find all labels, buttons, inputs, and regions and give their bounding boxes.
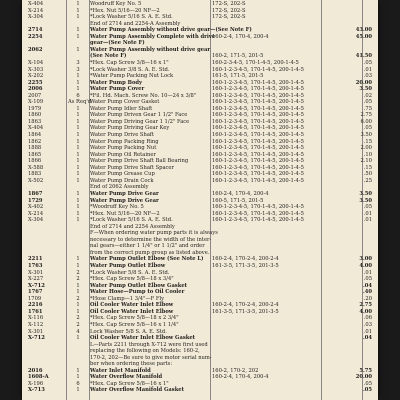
description: *Hex. Cap Screw 5/8—18 x 3/4" (90, 276, 174, 283)
part-number: X-104 (28, 59, 44, 66)
application-models: 160-1-2-3-4-5, 170-1-4-5, 200-1-4-5 (212, 105, 304, 112)
part-number: 1767 (28, 289, 43, 296)
quantity: 1 (76, 387, 80, 394)
description: Water Pump Outlet Elbow (90, 263, 166, 269)
part-number: X-304 (28, 14, 44, 21)
application-models: 160-1-2-3-4-5, 170-1-4-5, 200-1-4-5 (212, 177, 304, 184)
quantity: 1 (76, 112, 80, 119)
quantity: 1 (76, 79, 80, 86)
application-models: 160-1-2-3-4-5, 170-1-4-5, 200-1-4-5 (212, 171, 304, 178)
price: .15 (363, 164, 372, 171)
quantity: 1 (76, 197, 80, 204)
quantity: 6 (76, 380, 80, 387)
application-models: 160-1-2-3-4-5, 170-1-4-5, 200-1-4-5 (212, 79, 304, 86)
price: .03 (363, 73, 372, 80)
quantity: 1 (76, 210, 80, 217)
description: (See Note F) (90, 53, 127, 60)
price: .25 (363, 177, 372, 184)
part-number: X-301 (28, 269, 44, 276)
description: Water Overflow Manifold Gasket (90, 387, 184, 394)
price: .03 (363, 321, 372, 328)
application-models: 160-1-2-3-4-5, 170-1-4-5, 200-1-4-5 (212, 92, 304, 99)
quantity: 1 (76, 14, 80, 21)
part-number: X-227 (28, 276, 44, 283)
application-models: 160-2-4, 170-2-4, 200-2-4 (212, 302, 279, 309)
application-models: 160-1-2-3-4-5, 170-1-4-5, 200-1-4-5 (212, 138, 304, 145)
part-number: X-713 (28, 387, 45, 394)
description: Water Pump Driven Gear 1 1/2" Face (90, 112, 188, 119)
quantity: 1 (76, 302, 80, 309)
description: *Lock Washer 5/8 S. A. E. Std. (90, 269, 170, 276)
description: Lock Washer 5/8 S. A. E. Std. (90, 328, 167, 335)
price: .01 (363, 328, 372, 335)
part-number: 1863 (28, 118, 42, 125)
application-models: 160-2, 170-2, 202 (212, 367, 259, 374)
description: Oil Cooler Water Inlet Elbow (90, 302, 174, 309)
quantity: 1 (76, 217, 80, 224)
quantity: 2 (76, 269, 80, 276)
quantity: 1 (76, 190, 80, 197)
description: Water Pump Outlet Elbow (See Note L) (90, 256, 204, 263)
price: 2.00 (360, 145, 372, 152)
description: *Hex. Nut 5/16—20 NF—2 (90, 7, 160, 14)
price: 3.50 (359, 197, 372, 204)
price: 4.00 (359, 308, 372, 315)
price: .01 (363, 217, 372, 224)
price: .15 (363, 138, 372, 145)
description: Water Pump Drive Shaft (90, 132, 154, 138)
part-number: 2216 (28, 302, 43, 309)
description: from the correct pump group as listed above. (90, 249, 210, 256)
price: 3.50 (359, 86, 372, 93)
part-number: 2062 (28, 46, 43, 53)
description: Oil Cooler Water Inlet Elbow Gasket (90, 335, 196, 342)
quantity: As Req'd (68, 99, 92, 106)
application-models: 160-1-2-3-4-5, 170-1-4-5, 200-1-4-5 (212, 217, 304, 224)
application-models: 160-2-3-4-5, 170-1-4-5, 200-1-4-5 (212, 59, 299, 66)
quantity: 1 (76, 33, 80, 40)
description: Water Overflow Manifold (90, 374, 163, 381)
description: *Fil. Hd. Mach. Screw No. 10—24 x 3/8" (90, 92, 197, 99)
application-models: 172-S, 202-S (212, 7, 246, 14)
quantity: 1 (76, 374, 80, 381)
application-models: 161-5, 171-5, 201-5 (212, 73, 264, 80)
application-models: 160-1-2-3-4-5, 170-1-4-5, 200-1-4-5 (212, 145, 304, 152)
part-number: X-402 (28, 204, 44, 211)
application-models: 160-1-2-3-4-5, 170-1-4-5, 200-1-4-5 (212, 158, 304, 165)
part-number: 1979 (28, 105, 42, 112)
quantity: 1 (76, 367, 80, 374)
price: 2.75 (359, 302, 372, 309)
description: Water Pump Assembly Complete with drive (90, 33, 216, 40)
quantity: 1 (76, 308, 80, 315)
price: 4.00 (359, 263, 372, 269)
description: *Hex. Nut 5/16—20 NF—2 (90, 210, 160, 217)
part-number: X-301 (28, 328, 44, 335)
application-models: 160-1-2-3-4-5, 170-1-4-5, 200-1-4-5 (212, 132, 304, 138)
description: F—When ordering water pump parts it is always (90, 230, 218, 237)
price: .05 (363, 59, 372, 66)
application-models: 160-1-2-3-4-5, 170-1-4-5, 200-1-4-5 (212, 210, 304, 217)
quantity: 3 (76, 66, 80, 73)
application-models: 160-1-2-3-4-5, 170-1-4-5, 200-1-4-5 (212, 164, 304, 171)
quantity: 1 (76, 7, 80, 14)
price: .05 (363, 125, 372, 132)
application-models: 160-1-2-3-4-5, 170-1-4-5, 200-1-4-5 (212, 204, 304, 211)
quantity: 1 (76, 138, 80, 145)
part-number: 1761 (28, 308, 43, 315)
price: .04 (362, 282, 372, 289)
description: Water Pump Drive Gear (90, 190, 159, 197)
quantity: 1 (76, 177, 80, 184)
application-models: 160-1-2-3-4-5, 170-1-4-5, 200-1-4-5 (212, 151, 304, 158)
part-number: X-116 (28, 315, 44, 322)
price: .75 (363, 105, 372, 112)
quantity: 1 (76, 27, 80, 34)
price: 6.00 (360, 118, 372, 125)
price: 3.50 (359, 190, 372, 197)
part-number: X-214 (28, 7, 44, 14)
application-models: 172-S, 202-S (212, 1, 246, 7)
price: 20.00 (355, 374, 372, 381)
part-number: X-196 (28, 380, 44, 387)
quantity: 2 (76, 315, 80, 322)
part-number: X-214 (28, 210, 44, 217)
price: .20 (363, 295, 372, 302)
description: *Water Pump Packing Nut Lock (90, 73, 174, 80)
description: End of 2714 and 2254-A Assembly (90, 20, 181, 27)
application-models: 160-2-4, 170-4, 200-4 (212, 190, 269, 197)
part-number: X-109 (28, 99, 44, 106)
quantity: 1 (76, 256, 80, 263)
description: nal gears—either 1 1/4" or 1 1/2" and order (90, 243, 205, 250)
description: Oil Cooler Water Inlet Elbow (90, 308, 174, 315)
quantity: 6 (76, 92, 80, 99)
part-number: X-202 (28, 73, 44, 80)
quantity: 1 (76, 125, 80, 132)
application-models: 160-2, 171-5, 201-5 (212, 53, 264, 60)
price: .01 (363, 210, 372, 217)
quantity: 2 (76, 321, 80, 328)
description: *Woodruff Key No. 5 (90, 204, 144, 211)
description: Water Pump Idler Shaft (90, 105, 153, 112)
part-number: 2006 (28, 86, 43, 93)
price: 43.00 (355, 27, 372, 34)
price: .02 (363, 92, 372, 99)
description: Water Pump Driving Gear 1 1/2" Face (90, 118, 190, 125)
description: Water Pump Drive Shaft Spacer (90, 164, 174, 171)
application-models: 160-1-2-3-4-5, 170-1-4-5, 200-1-4-5 (212, 118, 304, 125)
price: .05 (362, 387, 372, 394)
price: .10 (363, 151, 372, 158)
description: Water Pump Packing Ring (90, 138, 159, 145)
description: *Lock Washer 5/16 S. A. E. Std. (90, 217, 173, 224)
description: End of 2062 Assembly (90, 184, 149, 191)
price: .06 (363, 315, 372, 322)
part-number: 1866 (28, 158, 42, 165)
application-models: 160-2-4, 170-4, 200-4 (212, 33, 269, 40)
part-number: 1867 (28, 190, 43, 197)
quantity: 1 (76, 46, 80, 53)
price: 20.00 (355, 79, 372, 86)
price: .05 (363, 204, 372, 211)
price: 41.50 (355, 53, 372, 60)
description: Water Pump Drain Cock (90, 177, 154, 184)
description: gear—(See Note F) (90, 40, 145, 47)
quantity: 1 (76, 86, 80, 93)
part-number: X-404 (28, 125, 44, 132)
application-models: 161-3-5, 171-3-5, 201-3-5 (212, 263, 279, 269)
application-models: 161-3-5, 171-3-5, 201-3-5 (212, 308, 279, 315)
application-models: 160-1-2-3-4-5, 170-1-4-5, 200-1-4-5 (212, 125, 304, 132)
description: *Hex. Cap Screw 5/8—18 x 2 3/4" (90, 315, 179, 322)
part-number: X-712 (28, 282, 45, 289)
part-number: 2007 (28, 92, 42, 99)
price: .50 (363, 171, 372, 178)
quantity: 1 (76, 118, 80, 125)
description: Water Pump Driving Gear Key (90, 125, 170, 132)
description: *Lock Washer 5/16 S. A. E. Std. (90, 14, 173, 21)
quantity: 2 (76, 295, 80, 302)
price: 2.10 (360, 158, 372, 165)
description: *Hex. Cap Screw 5/8—16 x 1 1/4" (90, 321, 179, 328)
application-models: 160-1-2-3-4-5, 170-1-4-5, 200-1-4-5 (212, 99, 304, 106)
part-number: 1860 (28, 112, 42, 119)
description: Water Pump Oil Retainer (90, 151, 156, 158)
description: replacing the following on Models: 160-2, (90, 348, 200, 355)
description: ber when ordering these parts: (90, 361, 173, 368)
quantity: 1 (76, 151, 80, 158)
application-models: 160-2-4, 170-2-4, 200-2-4 (212, 256, 279, 263)
part-number: 1888 (28, 145, 42, 152)
quantity: 1 (76, 132, 80, 138)
description: *Hex. Cap Screw 3/8—16 x 1" (90, 59, 169, 66)
part-number: 2714 (28, 27, 43, 34)
part-number: X-712 (28, 335, 45, 342)
description: Water Pump Cover (90, 86, 145, 93)
description: Water Hose—Pump to Oil Cooler (90, 289, 185, 296)
price: .05 (363, 380, 372, 387)
application-models: 172-S, 202-S (212, 14, 246, 21)
application-models: 160-1-2-3-4-5, 170-1-4-5, 200-1-4-5 (212, 112, 304, 119)
quantity: 1 (76, 282, 80, 289)
application-models: 160-2-4, 170-4, 200-4 (212, 374, 269, 381)
description: *Hex. Cap Screw 5/8—16 x 1" (90, 380, 169, 387)
quantity: 1 (76, 171, 80, 178)
part-number: 1763 (28, 263, 43, 269)
quantity: 2 (76, 276, 80, 283)
price: .01 (363, 269, 372, 276)
quantity: 1 (76, 105, 80, 112)
price: 5.75 (359, 367, 372, 374)
part-number: 1608-A (28, 374, 49, 381)
description: Water Inlet Manifold (90, 367, 151, 374)
description: L—Parts 2211 through X-712 were first used (90, 341, 208, 348)
part-number: 2016 (28, 367, 43, 374)
description: necessary to determine the width of the inter- (90, 236, 212, 243)
part-number: X-304 (28, 217, 44, 224)
quantity: 4 (76, 328, 80, 335)
quantity: 1 (76, 145, 80, 152)
price: .05 (363, 99, 372, 106)
description: *Lock Washer 3/8 S. A. E. Std. (90, 66, 170, 73)
description: Water Pump Assembly without drive gear (90, 46, 211, 53)
application-models: 160-5, 171-5, 201-5 (212, 197, 264, 204)
application-models: 160-1-2-3-4-5, 170-1-4-5, 200-1-4-5 (212, 66, 304, 73)
part-number: X-588 (28, 164, 44, 171)
price: .40 (362, 289, 372, 296)
price: 3.50 (360, 132, 372, 138)
description: Water Pump Cover Gasket (90, 99, 160, 106)
part-number: 1864 (28, 132, 42, 138)
part-number: 1709 (28, 295, 42, 302)
part-number: 1883 (28, 171, 42, 178)
price: .01 (363, 66, 372, 73)
part-number: 1865 (28, 151, 42, 158)
price: .04 (362, 335, 372, 342)
quantity: 1 (76, 164, 80, 171)
description: *Hose Clamp—1 3/4"—F Fly (90, 295, 165, 302)
description: End of 2714 and 2254 Assembly (90, 223, 175, 230)
part-number: X-404 (28, 1, 44, 7)
part-number: 2254 (28, 33, 43, 40)
price: .05 (363, 276, 372, 283)
quantity: 1 (76, 1, 80, 7)
quantity: 1 (76, 204, 80, 211)
description: Water Pump Body (90, 79, 143, 86)
description: Water Pump Grease Cup (90, 171, 155, 178)
description: Water Pump Drive Shaft Ball Bearing (90, 158, 189, 165)
quantity: 1 (76, 263, 80, 269)
part-number: X-502 (28, 177, 44, 184)
application-models: 160-1-2-3-4-5, 170-1-4-5, 200-1-4-5 (212, 86, 304, 93)
part-number: 1729 (28, 197, 43, 204)
quantity: 1 (76, 158, 80, 165)
part-number: 2211 (28, 256, 43, 263)
quantity: 3 (76, 59, 80, 66)
part-number: X-112 (28, 321, 44, 328)
parts-list-page (22, 0, 378, 400)
price: 45.00 (355, 33, 372, 40)
part-number: 2255 (28, 79, 43, 86)
part-number: 1862 (28, 138, 42, 145)
price: 3.00 (359, 256, 372, 263)
part-number: X-303 (28, 66, 44, 73)
description: Water Pump Packing Nut (90, 145, 157, 152)
description: Water Pump Drive Gear (90, 197, 159, 204)
description: 170-2, 202—Be sure to give motor serial num- (90, 354, 212, 361)
quantity: 1 (76, 289, 80, 296)
quantity: 1 (76, 335, 80, 342)
description: Woodruff Key No. 5 (90, 1, 142, 7)
table-row (22, 387, 378, 394)
description: Water Pump Assembly without drive gear—(See Note F) (90, 27, 252, 34)
description: Water Pump Outlet Elbow Gasket (90, 282, 188, 289)
quantity: 1 (76, 73, 80, 80)
price: 2.75 (360, 112, 372, 119)
